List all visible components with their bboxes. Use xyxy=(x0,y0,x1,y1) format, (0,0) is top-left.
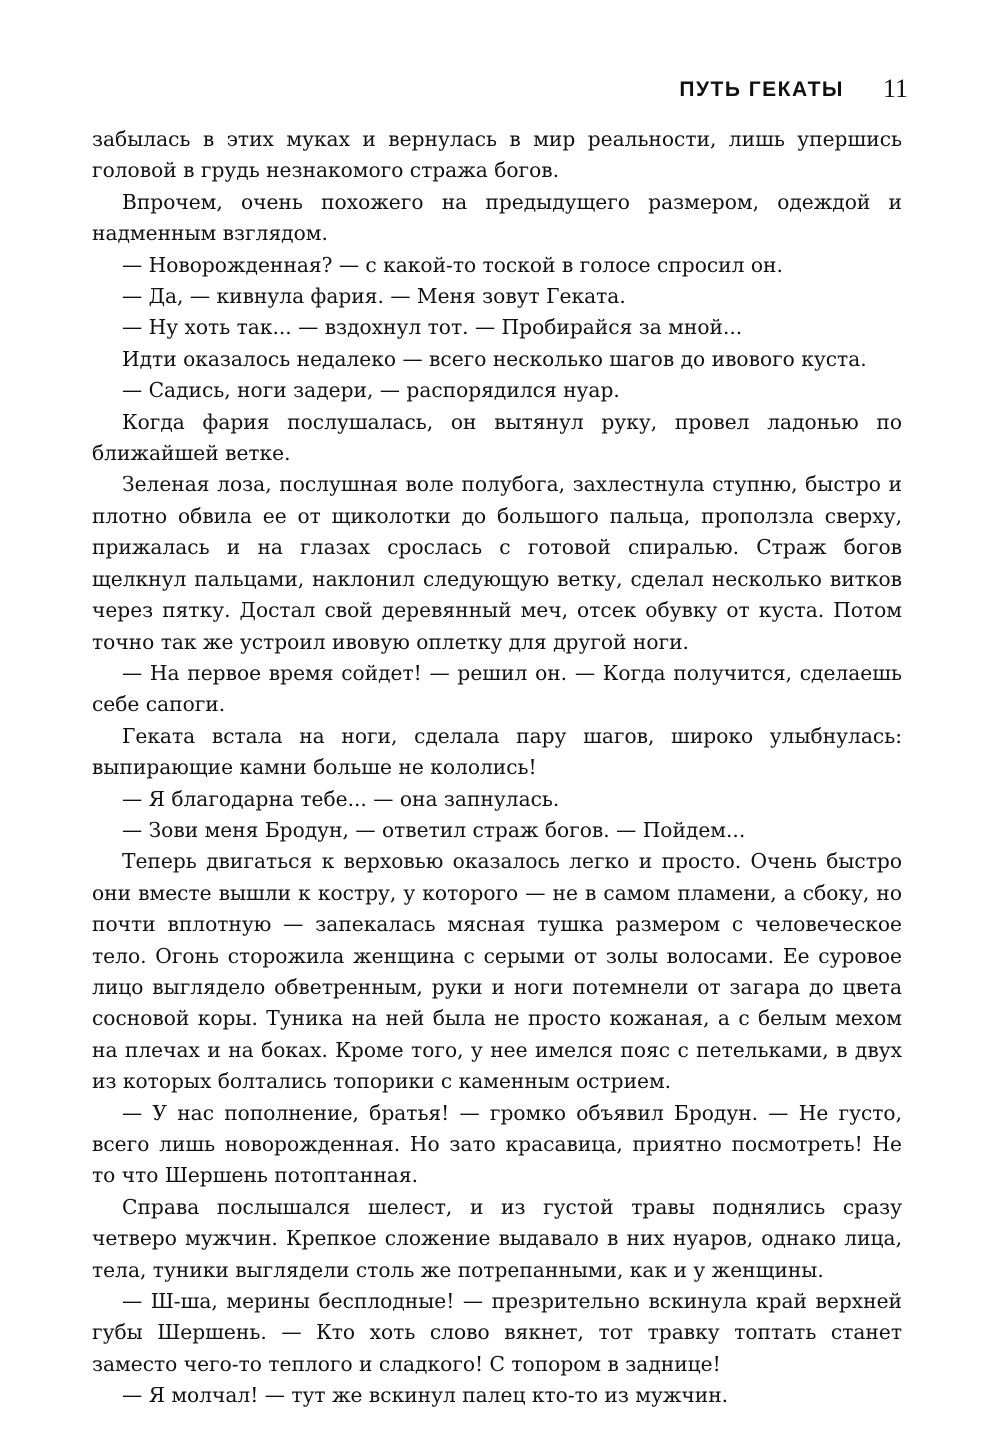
paragraph: — Садись, ноги задери, — распорядился нуар. xyxy=(122,378,620,403)
page-number: 11 xyxy=(882,74,908,103)
paragraph: Справа послышался шелест, и из густой травы поднялись сразу четверо мужчин. Крепкое сложение выдавало в них нуаров, однако лица, тела, туники выглядели столь же потрепанными, как и у женщины. xyxy=(92,1194,902,1282)
paragraph: — На первое время сойдет! — решил он. — Когда получится, сделаешь себе сапоги. xyxy=(92,660,902,717)
paragraph: Впрочем, очень похожего на предыдущего размером, одеждой и надменным взглядом. xyxy=(92,189,902,246)
body-text xyxy=(92,124,902,1412)
paragraph: — Ну хоть так... — вздохнул тот. — Пробирайся за мной... xyxy=(122,315,743,340)
paragraph: Теперь двигаться к верховью оказалось легко и просто. Очень быстро они вместе вышли к костру, у которого — не в самом пламени, а сбоку, но почти вплотную — запекалась мясная тушка размером с человеческое тело. Огонь сторожила женщина с серыми от золы волосами. Ее суровое лицо выглядело обветренным, руки и ноги потемнели от загара до цвета сосновой коры. Туника на ней была не просто кожаная, а с белым мехом на плечах и на боках. Кроме того, у нее имелся пояс с петельками, в двух из которых болтались топорики с каменным острием. xyxy=(92,849,902,1094)
paragraph: Зеленая лоза, послушная воле полубога, захлестнула ступню, быстро и плотно обвила ее от щиколотки до большого пальца, проползла сверху, прижалась и на глазах срослась с готовой спиралью. Страж богов щелкнул пальцами, наклонил следующую ветку, сделал несколько витков через пятку. Достал свой деревянный меч, отсек обувку от куста. Потом точно так же устроил ивовую оплетку для другой ноги. xyxy=(92,472,902,654)
paragraph: — У нас пополнение, братья! — громко объявил Бродун. — Не густо, всего лишь новорожденная. Но зато красавица, приятно посмотреть! Не то что Шершень потоптанная. xyxy=(92,1100,902,1188)
paragraph: — Ш-ша, мерины бесплодные! — презрительно вскинула край верхней губы Шершень. — Кто хоть слово вякнет, тот травку топтать станет заместо чего-то теплого и сладкого! С топором в заднице! xyxy=(92,1289,902,1376)
paragraph: — Зови меня Бродун, — ответил страж богов. — Пойдем... xyxy=(122,817,746,842)
paragraph: Геката встала на ноги, сделала пару шагов, широко улыбнулась: выпирающие камни больше не кололись! xyxy=(92,723,902,780)
page-header xyxy=(88,74,908,106)
paragraph: — Я благодарна тебе... — она запнулась. xyxy=(122,786,560,811)
paragraph: — Я молчал! — тут же вскинул палец кто-то из мужчин. xyxy=(122,1383,729,1408)
running-title: ПУТЬ ГЕКАТЫ xyxy=(679,78,844,101)
paragraph: — Новорожденная? — с какой-то тоской в голосе спросил он. xyxy=(122,252,783,277)
paragraph: Когда фария послушалась, он вытянул руку, провел ладонью по ближайшей ветке. xyxy=(92,409,902,466)
paragraph: Идти оказалось недалеко — всего несколько шагов до ивового куста. xyxy=(122,346,867,371)
paragraph: — Да, — кивнула фария. — Меня зовут Геката. xyxy=(122,284,626,309)
paragraph: забылась в этих муках и вернулась в мир реальности, лишь упершись головой в грудь незнакомого стража богов. xyxy=(92,127,902,183)
